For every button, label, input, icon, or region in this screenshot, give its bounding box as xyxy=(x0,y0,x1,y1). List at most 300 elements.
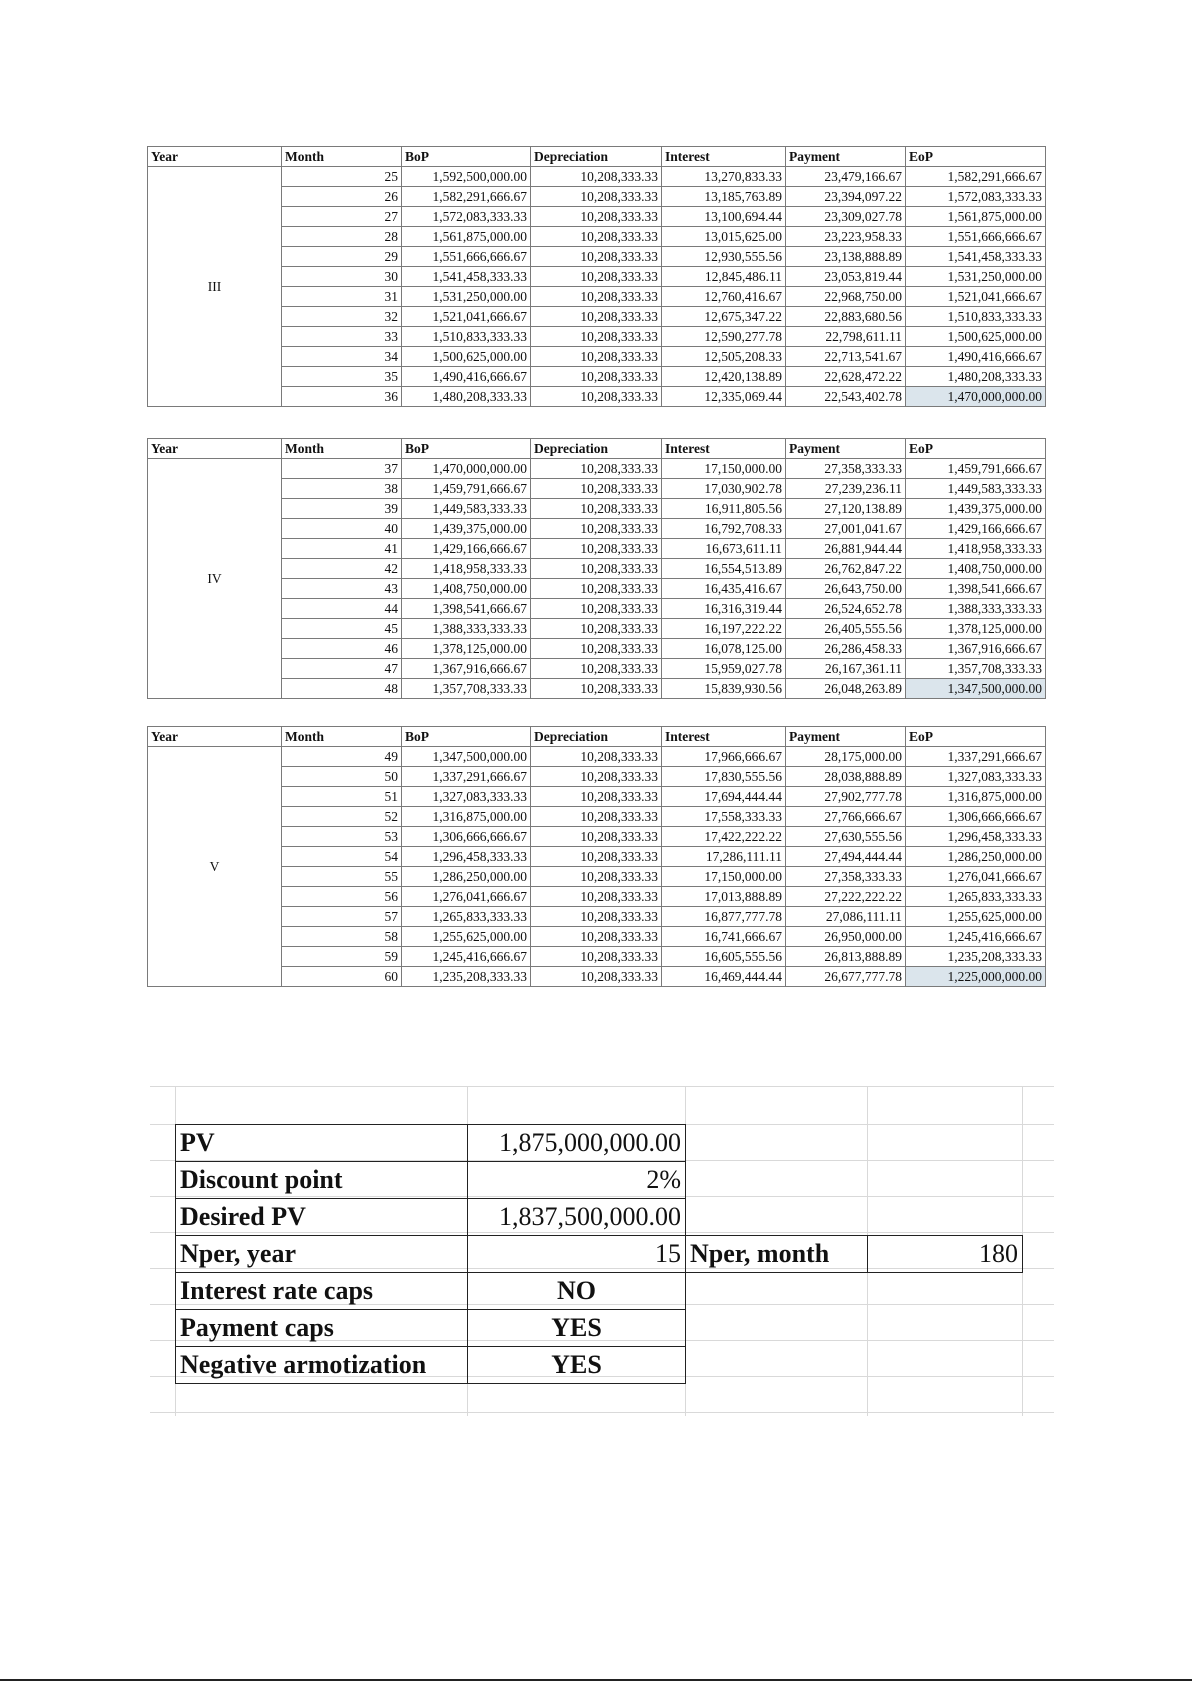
rate-caps-value: NO xyxy=(468,1273,686,1310)
desired-pv-label: Desired PV xyxy=(176,1199,468,1236)
cell-interest: 16,554,513.89 xyxy=(662,559,786,579)
cell-depreciation: 10,208,333.33 xyxy=(531,367,662,387)
cell-eop: 1,245,416,666.67 xyxy=(906,927,1046,947)
table-row xyxy=(148,227,1046,247)
cell-payment: 22,543,402.78 xyxy=(786,387,906,407)
cell-bop: 1,592,500,000.00 xyxy=(402,167,531,187)
header-payment: Payment xyxy=(786,727,906,747)
cell-interest: 13,100,694.44 xyxy=(662,207,786,227)
cell-bop: 1,276,041,666.67 xyxy=(402,887,531,907)
table-row xyxy=(148,807,1046,827)
cell-interest: 17,422,222.22 xyxy=(662,827,786,847)
cell-depreciation: 10,208,333.33 xyxy=(531,747,662,767)
cell-month: 53 xyxy=(282,827,402,847)
header-interest: Interest xyxy=(662,147,786,167)
cell-month: 45 xyxy=(282,619,402,639)
cell-depreciation: 10,208,333.33 xyxy=(531,867,662,887)
schedule-table-year-iii xyxy=(147,146,1046,407)
cell-interest: 12,675,347.22 xyxy=(662,307,786,327)
cell-depreciation: 10,208,333.33 xyxy=(531,827,662,847)
table-row xyxy=(148,187,1046,207)
cell-month: 35 xyxy=(282,367,402,387)
cell-interest: 17,694,444.44 xyxy=(662,787,786,807)
cell-bop: 1,572,083,333.33 xyxy=(402,207,531,227)
cell-interest: 16,197,222.22 xyxy=(662,619,786,639)
cell-eop: 1,572,083,333.33 xyxy=(906,187,1046,207)
cell-payment: 22,883,680.56 xyxy=(786,307,906,327)
payment-caps-label: Payment caps xyxy=(176,1310,468,1347)
schedule-table-year-iv xyxy=(147,438,1046,699)
cell-month: 28 xyxy=(282,227,402,247)
summary-row-pv xyxy=(176,1125,1023,1162)
table-row xyxy=(148,767,1046,787)
cell-depreciation: 10,208,333.33 xyxy=(531,267,662,287)
cell-month: 59 xyxy=(282,947,402,967)
summary-row-desired xyxy=(176,1199,1023,1236)
cell-interest: 12,335,069.44 xyxy=(662,387,786,407)
desired-pv-value: 1,837,500,000.00 xyxy=(468,1199,686,1236)
header-month: Month xyxy=(282,147,402,167)
cell-month: 29 xyxy=(282,247,402,267)
cell-bop: 1,316,875,000.00 xyxy=(402,807,531,827)
cell-depreciation: 10,208,333.33 xyxy=(531,539,662,559)
cell-month: 30 xyxy=(282,267,402,287)
header-eop: EoP xyxy=(906,147,1046,167)
cell-month: 58 xyxy=(282,927,402,947)
cell-depreciation: 10,208,333.33 xyxy=(531,787,662,807)
cell-eop: 1,480,208,333.33 xyxy=(906,367,1046,387)
cell-depreciation: 10,208,333.33 xyxy=(531,847,662,867)
pv-value: 1,875,000,000.00 xyxy=(468,1125,686,1162)
year-label: V xyxy=(148,747,282,987)
cell-eop: 1,235,208,333.33 xyxy=(906,947,1046,967)
pv-label: PV xyxy=(176,1125,468,1162)
cell-month: 33 xyxy=(282,327,402,347)
header-month: Month xyxy=(282,439,402,459)
header-depreciation: Depreciation xyxy=(531,727,662,747)
cell-eop: 1,582,291,666.67 xyxy=(906,167,1046,187)
table-row xyxy=(148,539,1046,559)
cell-interest: 13,185,763.89 xyxy=(662,187,786,207)
cell-interest: 16,792,708.33 xyxy=(662,519,786,539)
cell-month: 46 xyxy=(282,639,402,659)
header-row xyxy=(148,147,1046,167)
cell-interest: 16,911,805.56 xyxy=(662,499,786,519)
cell-eop: 1,500,625,000.00 xyxy=(906,327,1046,347)
cell-payment: 26,524,652.78 xyxy=(786,599,906,619)
cell-depreciation: 10,208,333.33 xyxy=(531,287,662,307)
cell-eop: 1,449,583,333.33 xyxy=(906,479,1046,499)
cell-payment: 26,881,944.44 xyxy=(786,539,906,559)
cell-eop: 1,398,541,666.67 xyxy=(906,579,1046,599)
table-row xyxy=(148,639,1046,659)
summary-row-payment-caps xyxy=(176,1310,1023,1347)
cell-payment: 27,358,333.33 xyxy=(786,867,906,887)
cell-bop: 1,582,291,666.67 xyxy=(402,187,531,207)
cell-payment: 27,902,777.78 xyxy=(786,787,906,807)
table-row xyxy=(148,459,1046,479)
cell-month: 37 xyxy=(282,459,402,479)
table-row xyxy=(148,479,1046,499)
cell-interest: 12,505,208.33 xyxy=(662,347,786,367)
loan-summary-table xyxy=(175,1124,1023,1384)
table-row xyxy=(148,659,1046,679)
header-year: Year xyxy=(148,147,282,167)
table-row xyxy=(148,947,1046,967)
cell-depreciation: 10,208,333.33 xyxy=(531,559,662,579)
cell-bop: 1,378,125,000.00 xyxy=(402,639,531,659)
cell-depreciation: 10,208,333.33 xyxy=(531,227,662,247)
header-bop: BoP xyxy=(402,727,531,747)
cell-eop: 1,388,333,333.33 xyxy=(906,599,1046,619)
cell-month: 32 xyxy=(282,307,402,327)
cell-bop: 1,470,000,000.00 xyxy=(402,459,531,479)
cell-depreciation: 10,208,333.33 xyxy=(531,387,662,407)
cell-eop: 1,357,708,333.33 xyxy=(906,659,1046,679)
cell-month: 52 xyxy=(282,807,402,827)
cell-bop: 1,561,875,000.00 xyxy=(402,227,531,247)
cell-bop: 1,337,291,666.67 xyxy=(402,767,531,787)
cell-eop: 1,439,375,000.00 xyxy=(906,499,1046,519)
summary-row-discount xyxy=(176,1162,1023,1199)
cell-eop: 1,490,416,666.67 xyxy=(906,347,1046,367)
cell-bop: 1,449,583,333.33 xyxy=(402,499,531,519)
table-row xyxy=(148,579,1046,599)
cell-month: 34 xyxy=(282,347,402,367)
table-row xyxy=(148,599,1046,619)
cell-eop: 1,286,250,000.00 xyxy=(906,847,1046,867)
cell-eop: 1,551,666,666.67 xyxy=(906,227,1046,247)
cell-payment: 23,394,097.22 xyxy=(786,187,906,207)
cell-month: 42 xyxy=(282,559,402,579)
header-year: Year xyxy=(148,439,282,459)
cell-bop: 1,521,041,666.67 xyxy=(402,307,531,327)
header-payment: Payment xyxy=(786,147,906,167)
cell-bop: 1,500,625,000.00 xyxy=(402,347,531,367)
cell-depreciation: 10,208,333.33 xyxy=(531,207,662,227)
cell-interest: 17,150,000.00 xyxy=(662,867,786,887)
cell-depreciation: 10,208,333.33 xyxy=(531,307,662,327)
cell-eop: 1,367,916,666.67 xyxy=(906,639,1046,659)
nper-month-value: 180 xyxy=(868,1236,1023,1273)
cell-month: 56 xyxy=(282,887,402,907)
cell-interest: 16,877,777.78 xyxy=(662,907,786,927)
table-row xyxy=(148,927,1046,947)
cell-interest: 12,420,138.89 xyxy=(662,367,786,387)
table-row xyxy=(148,619,1046,639)
cell-interest: 12,760,416.67 xyxy=(662,287,786,307)
cell-month: 54 xyxy=(282,847,402,867)
cell-depreciation: 10,208,333.33 xyxy=(531,679,662,699)
loan-summary-sheet xyxy=(150,1086,1054,1416)
table-row xyxy=(148,887,1046,907)
cell-depreciation: 10,208,333.33 xyxy=(531,579,662,599)
header-interest: Interest xyxy=(662,727,786,747)
cell-depreciation: 10,208,333.33 xyxy=(531,327,662,347)
table-row xyxy=(148,679,1046,699)
header-depreciation: Depreciation xyxy=(531,147,662,167)
cell-bop: 1,347,500,000.00 xyxy=(402,747,531,767)
cell-interest: 15,839,930.56 xyxy=(662,679,786,699)
table-row xyxy=(148,307,1046,327)
table-row xyxy=(148,287,1046,307)
cell-month: 50 xyxy=(282,767,402,787)
cell-depreciation: 10,208,333.33 xyxy=(531,347,662,367)
cell-depreciation: 10,208,333.33 xyxy=(531,807,662,827)
cell-depreciation: 10,208,333.33 xyxy=(531,967,662,987)
cell-bop: 1,327,083,333.33 xyxy=(402,787,531,807)
table-row xyxy=(148,327,1046,347)
cell-bop: 1,459,791,666.67 xyxy=(402,479,531,499)
cell-month: 43 xyxy=(282,579,402,599)
cell-month: 47 xyxy=(282,659,402,679)
cell-payment: 27,120,138.89 xyxy=(786,499,906,519)
cell-interest: 17,030,902.78 xyxy=(662,479,786,499)
cell-interest: 16,605,555.56 xyxy=(662,947,786,967)
cell-month: 44 xyxy=(282,599,402,619)
cell-depreciation: 10,208,333.33 xyxy=(531,167,662,187)
header-depreciation: Depreciation xyxy=(531,439,662,459)
cell-bop: 1,480,208,333.33 xyxy=(402,387,531,407)
cell-payment: 23,138,888.89 xyxy=(786,247,906,267)
cell-interest: 17,966,666.67 xyxy=(662,747,786,767)
table-row xyxy=(148,267,1046,287)
cell-payment: 23,053,819.44 xyxy=(786,267,906,287)
cell-interest: 15,959,027.78 xyxy=(662,659,786,679)
discount-label: Discount point xyxy=(176,1162,468,1199)
nper-month-label: Nper, month xyxy=(686,1236,868,1273)
cell-interest: 12,590,277.78 xyxy=(662,327,786,347)
nper-year-label: Nper, year xyxy=(176,1236,468,1273)
schedule-table-year-v xyxy=(147,726,1046,987)
cell-payment: 26,286,458.33 xyxy=(786,639,906,659)
header-row xyxy=(148,439,1046,459)
header-eop: EoP xyxy=(906,727,1046,747)
rate-caps-label: Interest rate caps xyxy=(176,1273,468,1310)
cell-bop: 1,408,750,000.00 xyxy=(402,579,531,599)
table-row xyxy=(148,347,1046,367)
table-row xyxy=(148,867,1046,887)
cell-eop: 1,306,666,666.67 xyxy=(906,807,1046,827)
cell-bop: 1,439,375,000.00 xyxy=(402,519,531,539)
cell-payment: 27,086,111.11 xyxy=(786,907,906,927)
cell-depreciation: 10,208,333.33 xyxy=(531,767,662,787)
table-row xyxy=(148,559,1046,579)
cell-month: 41 xyxy=(282,539,402,559)
cell-interest: 17,830,555.56 xyxy=(662,767,786,787)
cell-payment: 28,175,000.00 xyxy=(786,747,906,767)
cell-depreciation: 10,208,333.33 xyxy=(531,639,662,659)
table-row xyxy=(148,247,1046,267)
cell-interest: 13,015,625.00 xyxy=(662,227,786,247)
negative-amortization-value: YES xyxy=(468,1347,686,1384)
cell-eop: 1,265,833,333.33 xyxy=(906,887,1046,907)
cell-depreciation: 10,208,333.33 xyxy=(531,599,662,619)
cell-payment: 27,222,222.22 xyxy=(786,887,906,907)
table-row xyxy=(148,167,1046,187)
cell-payment: 26,762,847.22 xyxy=(786,559,906,579)
cell-payment: 26,643,750.00 xyxy=(786,579,906,599)
cell-depreciation: 10,208,333.33 xyxy=(531,619,662,639)
table-row xyxy=(148,387,1046,407)
cell-depreciation: 10,208,333.33 xyxy=(531,519,662,539)
page-bottom-rule xyxy=(0,1679,1192,1681)
cell-payment: 22,713,541.67 xyxy=(786,347,906,367)
table-row xyxy=(148,907,1046,927)
table-row xyxy=(148,967,1046,987)
cell-interest: 16,078,125.00 xyxy=(662,639,786,659)
cell-month: 55 xyxy=(282,867,402,887)
cell-payment: 27,239,236.11 xyxy=(786,479,906,499)
cell-depreciation: 10,208,333.33 xyxy=(531,907,662,927)
cell-payment: 22,798,611.11 xyxy=(786,327,906,347)
header-eop: EoP xyxy=(906,439,1046,459)
cell-depreciation: 10,208,333.33 xyxy=(531,887,662,907)
cell-eop: 1,521,041,666.67 xyxy=(906,287,1046,307)
cell-payment: 26,677,777.78 xyxy=(786,967,906,987)
table-row xyxy=(148,747,1046,767)
cell-payment: 23,223,958.33 xyxy=(786,227,906,247)
cell-payment: 27,358,333.33 xyxy=(786,459,906,479)
cell-depreciation: 10,208,333.33 xyxy=(531,947,662,967)
table-row xyxy=(148,847,1046,867)
year-label: IV xyxy=(148,459,282,699)
summary-row-neg-amort xyxy=(176,1347,1023,1384)
cell-month: 40 xyxy=(282,519,402,539)
cell-month: 51 xyxy=(282,787,402,807)
nper-year-value: 15 xyxy=(468,1236,686,1273)
summary-row-rate-caps xyxy=(176,1273,1023,1310)
cell-bop: 1,255,625,000.00 xyxy=(402,927,531,947)
year-label: III xyxy=(148,167,282,407)
header-interest: Interest xyxy=(662,439,786,459)
cell-payment: 26,950,000.00 xyxy=(786,927,906,947)
cell-payment: 26,405,555.56 xyxy=(786,619,906,639)
cell-depreciation: 10,208,333.33 xyxy=(531,247,662,267)
cell-depreciation: 10,208,333.33 xyxy=(531,479,662,499)
cell-payment: 22,628,472.22 xyxy=(786,367,906,387)
cell-eop: 1,296,458,333.33 xyxy=(906,827,1046,847)
cell-bop: 1,296,458,333.33 xyxy=(402,847,531,867)
cell-month: 38 xyxy=(282,479,402,499)
cell-bop: 1,551,666,666.67 xyxy=(402,247,531,267)
cell-bop: 1,286,250,000.00 xyxy=(402,867,531,887)
header-month: Month xyxy=(282,727,402,747)
cell-month: 31 xyxy=(282,287,402,307)
cell-bop: 1,531,250,000.00 xyxy=(402,287,531,307)
cell-payment: 26,813,888.89 xyxy=(786,947,906,967)
cell-eop: 1,531,250,000.00 xyxy=(906,267,1046,287)
cell-month: 57 xyxy=(282,907,402,927)
header-row xyxy=(148,727,1046,747)
cell-bop: 1,541,458,333.33 xyxy=(402,267,531,287)
cell-interest: 16,316,319.44 xyxy=(662,599,786,619)
cell-payment: 27,001,041.67 xyxy=(786,519,906,539)
cell-depreciation: 10,208,333.33 xyxy=(531,659,662,679)
cell-payment: 23,309,027.78 xyxy=(786,207,906,227)
cell-month: 27 xyxy=(282,207,402,227)
cell-eop: 1,541,458,333.33 xyxy=(906,247,1046,267)
cell-bop: 1,235,208,333.33 xyxy=(402,967,531,987)
cell-month: 39 xyxy=(282,499,402,519)
cell-interest: 16,435,416.67 xyxy=(662,579,786,599)
cell-month: 60 xyxy=(282,967,402,987)
cell-bop: 1,306,666,666.67 xyxy=(402,827,531,847)
cell-interest: 12,845,486.11 xyxy=(662,267,786,287)
cell-interest: 13,270,833.33 xyxy=(662,167,786,187)
cell-interest: 17,013,888.89 xyxy=(662,887,786,907)
cell-payment: 27,766,666.67 xyxy=(786,807,906,827)
cell-depreciation: 10,208,333.33 xyxy=(531,187,662,207)
table-row xyxy=(148,827,1046,847)
cell-month: 48 xyxy=(282,679,402,699)
cell-interest: 12,930,555.56 xyxy=(662,247,786,267)
payment-caps-value: YES xyxy=(468,1310,686,1347)
header-bop: BoP xyxy=(402,147,531,167)
header-year: Year xyxy=(148,727,282,747)
cell-bop: 1,388,333,333.33 xyxy=(402,619,531,639)
final-eop-cell: 1,347,500,000.00 xyxy=(906,679,1046,699)
cell-month: 49 xyxy=(282,747,402,767)
cell-interest: 17,286,111.11 xyxy=(662,847,786,867)
header-bop: BoP xyxy=(402,439,531,459)
cell-payment: 27,494,444.44 xyxy=(786,847,906,867)
cell-bop: 1,367,916,666.67 xyxy=(402,659,531,679)
table-row xyxy=(148,519,1046,539)
table-row xyxy=(148,787,1046,807)
table-row xyxy=(148,499,1046,519)
cell-payment: 26,167,361.11 xyxy=(786,659,906,679)
final-eop-cell: 1,470,000,000.00 xyxy=(906,387,1046,407)
cell-eop: 1,561,875,000.00 xyxy=(906,207,1046,227)
cell-eop: 1,276,041,666.67 xyxy=(906,867,1046,887)
cell-eop: 1,459,791,666.67 xyxy=(906,459,1046,479)
cell-eop: 1,510,833,333.33 xyxy=(906,307,1046,327)
cell-payment: 26,048,263.89 xyxy=(786,679,906,699)
header-payment: Payment xyxy=(786,439,906,459)
cell-eop: 1,255,625,000.00 xyxy=(906,907,1046,927)
cell-payment: 28,038,888.89 xyxy=(786,767,906,787)
discount-value: 2% xyxy=(468,1162,686,1199)
cell-eop: 1,408,750,000.00 xyxy=(906,559,1046,579)
cell-bop: 1,265,833,333.33 xyxy=(402,907,531,927)
cell-month: 36 xyxy=(282,387,402,407)
table-row xyxy=(148,207,1046,227)
cell-bop: 1,490,416,666.67 xyxy=(402,367,531,387)
cell-eop: 1,327,083,333.33 xyxy=(906,767,1046,787)
final-eop-cell: 1,225,000,000.00 xyxy=(906,967,1046,987)
cell-bop: 1,510,833,333.33 xyxy=(402,327,531,347)
cell-eop: 1,418,958,333.33 xyxy=(906,539,1046,559)
cell-eop: 1,316,875,000.00 xyxy=(906,787,1046,807)
cell-eop: 1,429,166,666.67 xyxy=(906,519,1046,539)
cell-bop: 1,357,708,333.33 xyxy=(402,679,531,699)
cell-interest: 16,469,444.44 xyxy=(662,967,786,987)
cell-month: 25 xyxy=(282,167,402,187)
summary-row-nper xyxy=(176,1236,1023,1273)
cell-payment: 27,630,555.56 xyxy=(786,827,906,847)
cell-payment: 23,479,166.67 xyxy=(786,167,906,187)
cell-interest: 16,741,666.67 xyxy=(662,927,786,947)
cell-depreciation: 10,208,333.33 xyxy=(531,927,662,947)
cell-bop: 1,398,541,666.67 xyxy=(402,599,531,619)
negative-amortization-label: Negative armotization xyxy=(176,1347,468,1384)
cell-bop: 1,429,166,666.67 xyxy=(402,539,531,559)
cell-bop: 1,245,416,666.67 xyxy=(402,947,531,967)
cell-depreciation: 10,208,333.33 xyxy=(531,499,662,519)
cell-eop: 1,378,125,000.00 xyxy=(906,619,1046,639)
cell-interest: 16,673,611.11 xyxy=(662,539,786,559)
